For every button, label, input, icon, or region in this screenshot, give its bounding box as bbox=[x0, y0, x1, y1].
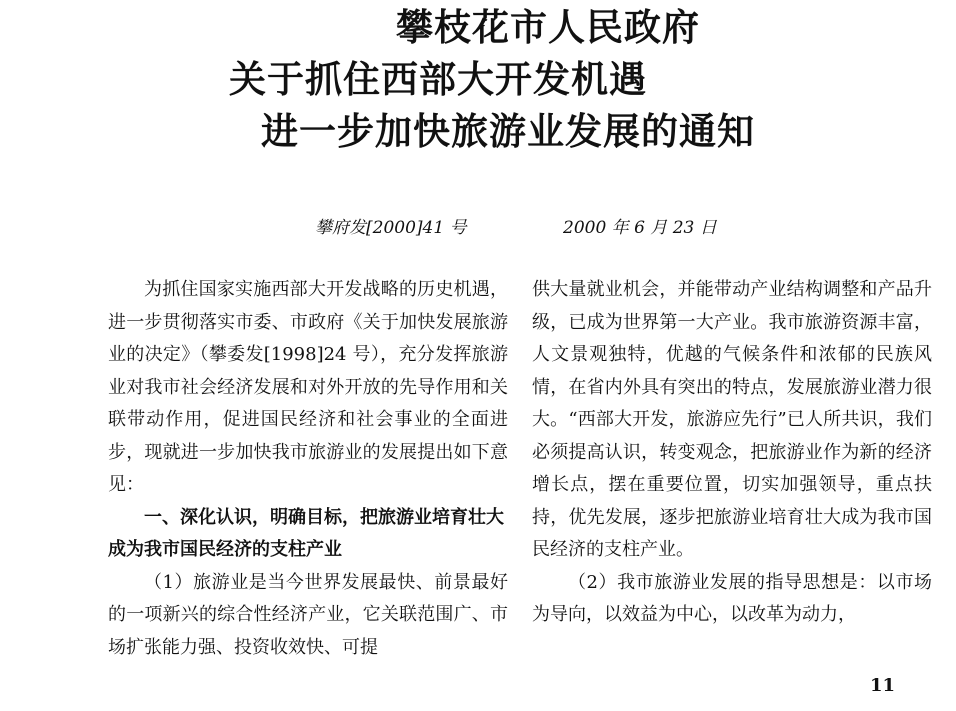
page-number: 11 bbox=[870, 675, 896, 696]
left-column bbox=[108, 274, 508, 664]
title-line-3: 进一步加快旅游业发展的通知 bbox=[261, 110, 755, 153]
left-paragraph-1: 为抓住国家实施西部大开发战略的历史机遇，进一步贯彻落实市委、市政府《关于加快发展旅游业的决定》（攀委发[1998]24 号），充分发挥旅游业对我市社会经济发展和对外开放的先导作用和关联带动作用，促进国民经济和社会事业的全面进步，现就进一步加快我市旅游业的发展提出如下意见： bbox=[108, 279, 508, 495]
title-line-1: 攀枝花市人民政府 bbox=[396, 6, 700, 49]
title-line-2: 关于抓住西部大开发机遇 bbox=[229, 58, 647, 101]
left-paragraph-2: （1）旅游业是当今世界发展最快、前景最好的一项新兴的综合性经济产业，它关联范围广、市场扩张能力强、投资收效快、可提 bbox=[108, 571, 508, 658]
right-paragraph-2: （2）我市旅游业发展的指导思想是：以市场为导向，以效益为中心，以改革为动力， bbox=[532, 571, 932, 625]
section-heading-1: 一、深化认识，明确目标，把旅游业培育壮大成为我市国民经济的支柱产业 bbox=[108, 506, 504, 560]
right-paragraph-1: 供大量就业机会，并能带动产业结构调整和产品升级，已成为世界第一大产业。我市旅游资源丰富，人文景观独特，优越的气候条件和浓郁的民族风情，在省内外具有突出的特点，发展旅游业潜力很大。“西部大开发，旅游应先行”已人所共识，我们必须提高认识，转变观念，把旅游业作为新的经济增长点，摆在重要位置，切实加强领导，重点扶持，优先发展，逐步把旅游业培育壮大成为我市国民经济的支柱产业。 bbox=[532, 279, 932, 560]
document-number: 攀府发[2000]41 号 bbox=[315, 218, 467, 238]
right-column bbox=[532, 274, 932, 632]
issue-date: 2000 年 6 月 23 日 bbox=[563, 218, 717, 238]
